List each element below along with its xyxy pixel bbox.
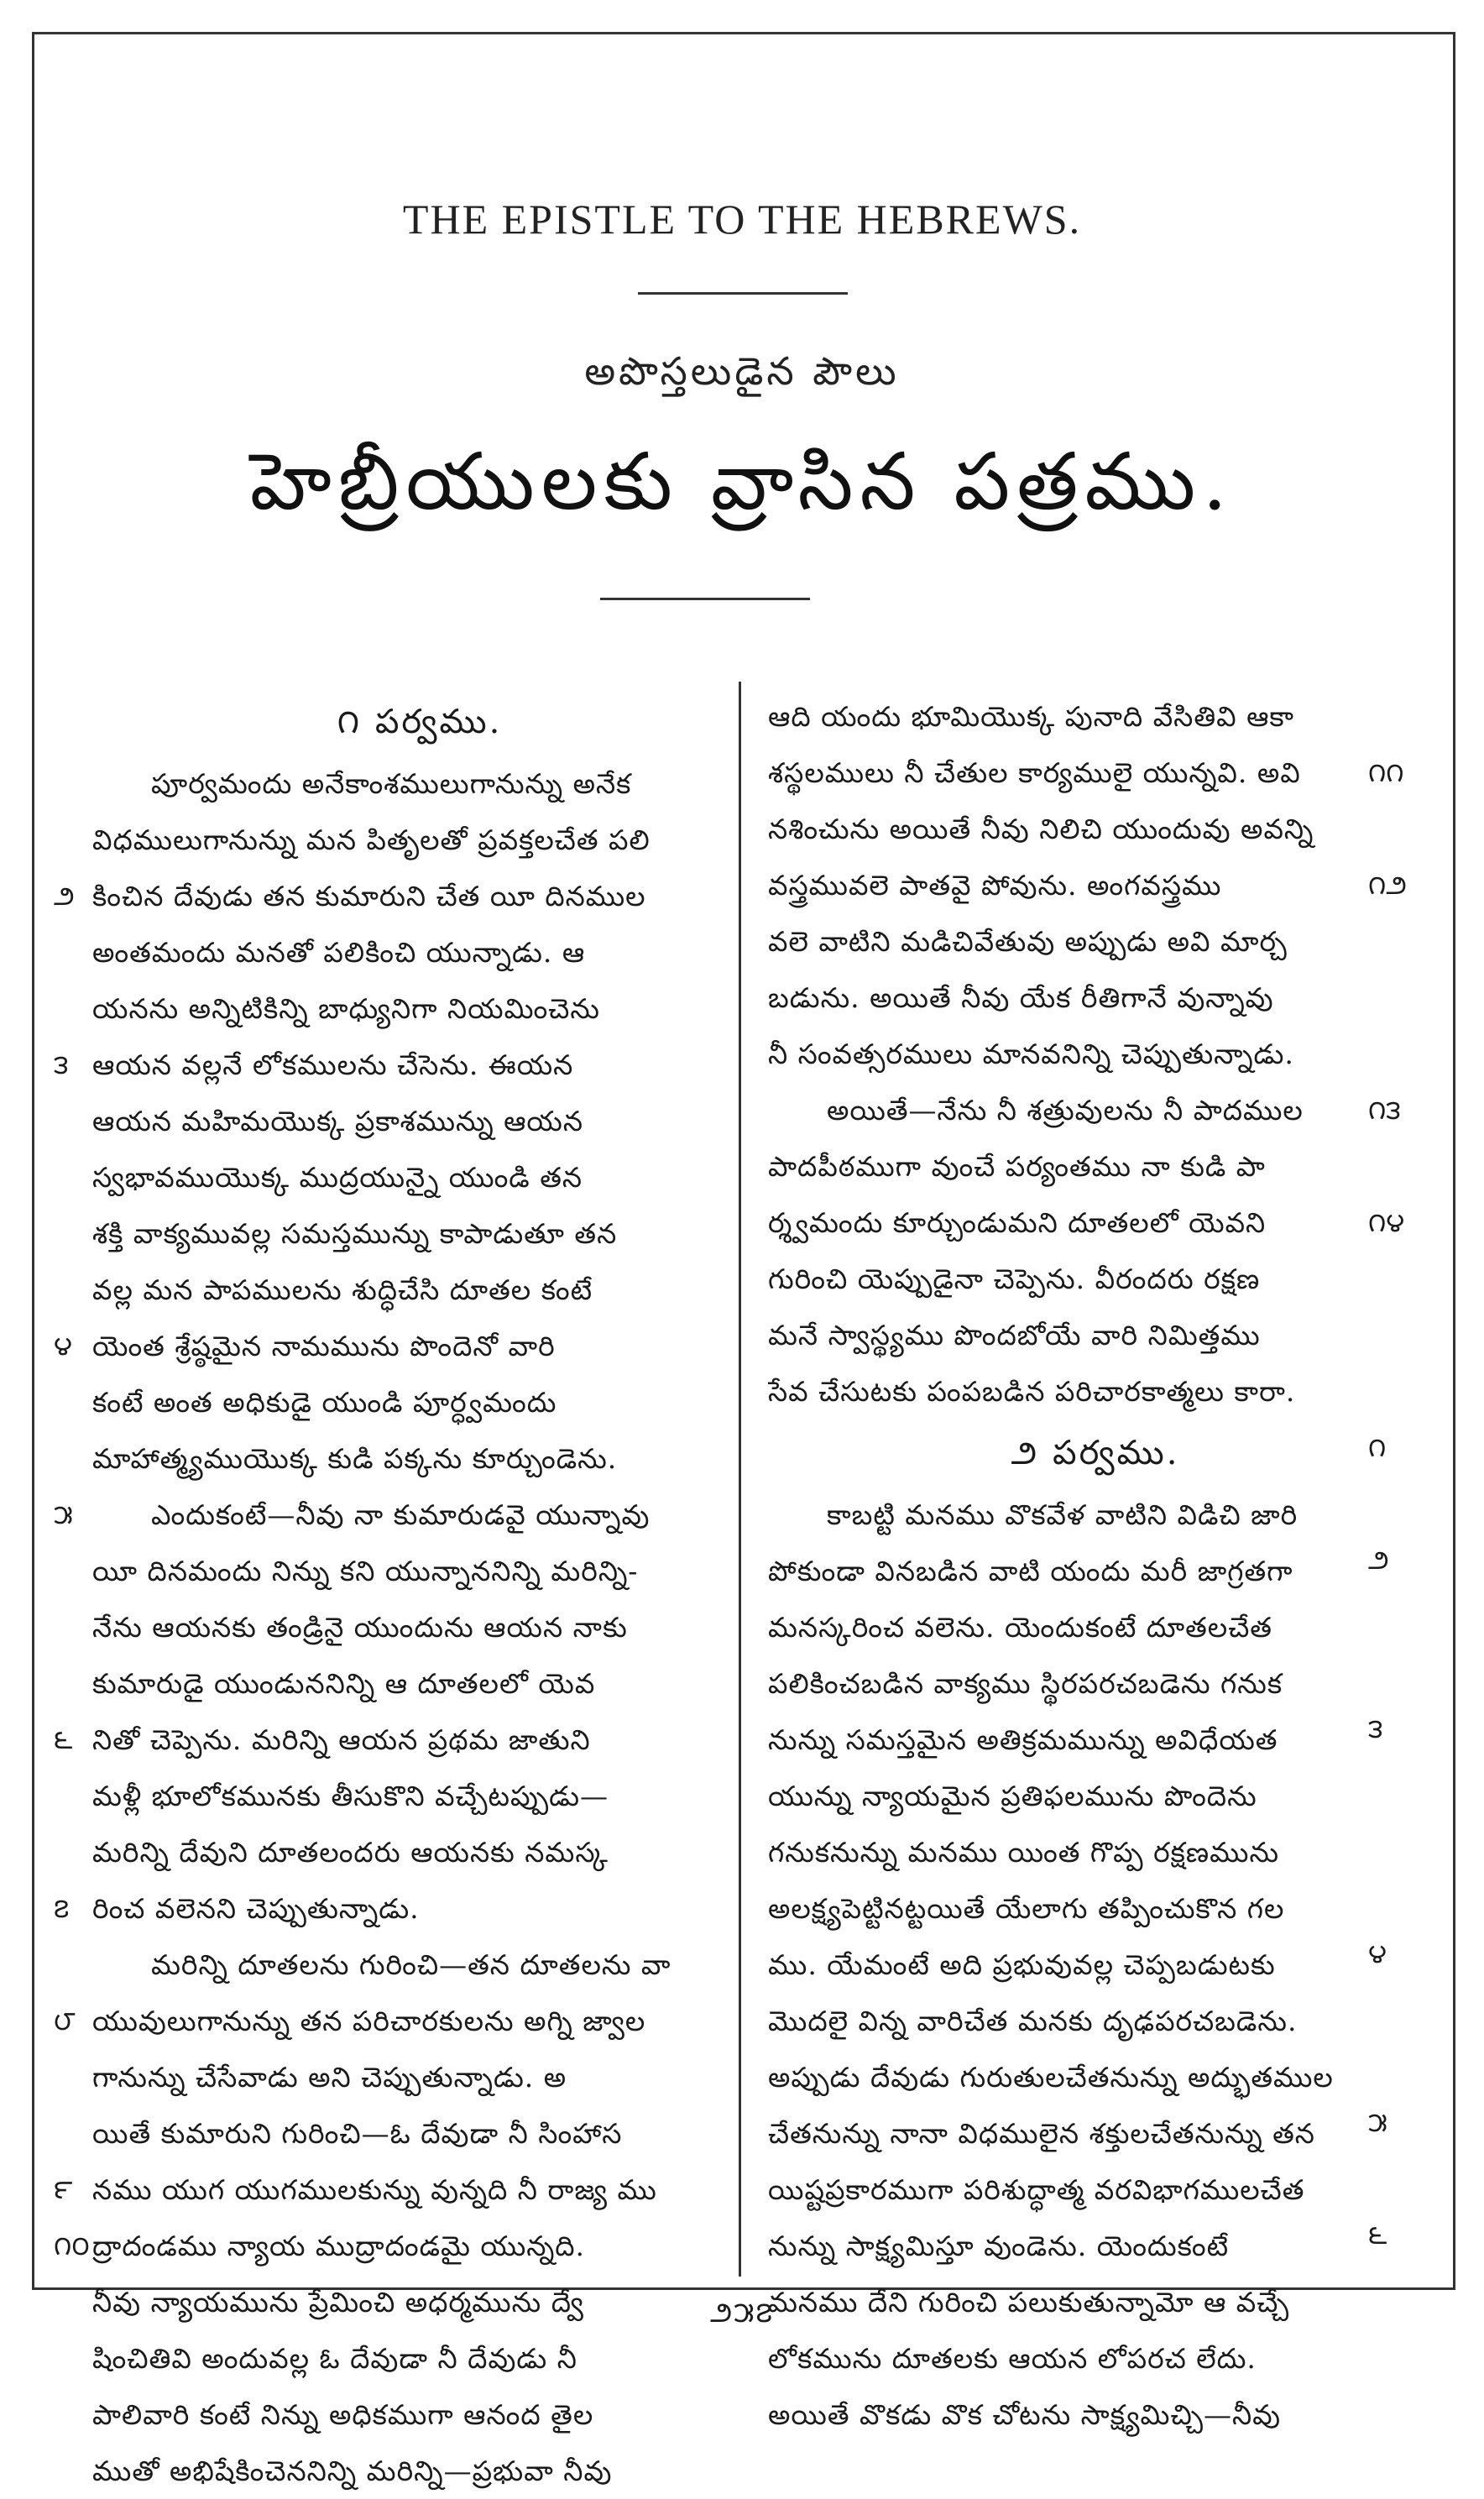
text-line: యున్ను న్యాయమైన ప్రతిఫలమును పొందెను: [768, 1780, 1257, 1812]
verse-number: ౩: [54, 1048, 69, 1080]
verse-number: ౪: [54, 1330, 72, 1362]
verse-number: ౫: [1368, 2106, 1387, 2138]
divider-rule-top: [638, 292, 848, 295]
verse-number: ౭: [54, 1892, 70, 1924]
text-line: నున్ను సమస్తమైన అతిక్రమమున్ను అవిధేయత: [768, 1723, 1278, 1756]
page-number: ౨౫౭: [710, 2296, 774, 2329]
text-line: యితే కుమారుని గురించి—ఓ దేవుడా నీ సింహాస: [92, 2117, 623, 2150]
column-divider: [739, 682, 741, 2277]
left-column: [92, 688, 747, 2499]
text-line: గనుకనున్ను మనము యింత గొప్ప రక్షణమును: [768, 1836, 1280, 1869]
text-line: పాలివారి కంటే నిన్ను అధికముగా ఆనంద తైల: [92, 2398, 594, 2431]
text-line: మరిన్ని దేవుని దూతలందరు ఆయనకు నమస్క: [92, 1836, 609, 1869]
verse-number: ౯: [54, 2173, 73, 2205]
text-line: గురించి యెప్పుడైనా చెప్పెను. వీరందరు రక్షణ: [768, 1263, 1261, 1295]
text-line: షించితివి అందువల్ల ఓ దేవుడా నీ దేవుడు నీ: [92, 2342, 577, 2375]
text-line: శక్తి వాక్యమువల్ల సమస్తమున్ను కాపాడుతూ తన: [92, 1217, 618, 1250]
verse-number: ౪: [1368, 1937, 1387, 1969]
chapter-heading-1: ౧ పర్వము.: [337, 703, 503, 741]
text-line: ఆయన మహిమయొక్క ప్రకాశమున్ను ఆయన: [92, 1105, 584, 1137]
text-line: శస్థలములు నీ చేతుల కార్యములై యున్నవి. అవి: [768, 756, 1301, 789]
verse-number: ౧౧: [1368, 756, 1404, 788]
verse-number: ౨: [54, 880, 75, 912]
text-line: యువులుగానున్ను తన పరిచారకులను అగ్ని జ్వాల: [92, 2005, 646, 2037]
text-line: విధములుగానున్ను మన పితృలతో ప్రవక్తలచేత పలి: [92, 823, 651, 856]
text-line: కించిన దేవుడు తన కుమారుని చేత యీ దినముల: [92, 880, 646, 912]
text-line: ర్శ్వమందు కూర్చుండుమని దూతలలో యెవని: [768, 1206, 1267, 1239]
text-line: పాదపీఠముగా వుంచే పర్యంతము నా కుడి పా: [768, 1150, 1266, 1183]
verse-number: ౧౨: [1368, 869, 1408, 901]
text-line: కుమారుడై యుండుననిన్ని ఆ దూతలలో యెవ: [92, 1667, 596, 1700]
text-line: మరిన్ని దూతలను గురించి—తన దూతలను వా: [151, 1948, 671, 1981]
text-line: యిష్టప్రకారముగా పరిశుద్ధాత్మ వరవిభాగములచేత: [768, 2173, 1305, 2206]
verse-number: ౧౦: [54, 2230, 90, 2261]
text-line: బడును. అయితే నీవు యేక రీతిగానే వున్నావు: [768, 981, 1274, 1014]
verse-number: ౬: [54, 1723, 73, 1755]
verse-number: ౧: [1368, 1431, 1387, 1463]
text-line: లోకమును దూతలకు ఆయన లోపరచ లేదు.: [768, 2342, 1257, 2375]
text-line: యీ దినమందు నిన్ను కని యున్నాననిన్ని మరిన్ని-: [92, 1555, 639, 1587]
divider-rule-bottom: [600, 598, 810, 600]
text-line: యనను అన్నిటికిన్ని బాధ్యునిగా నియమించెను: [92, 992, 600, 1025]
text-line: ము. యేమంటే అది ప్రభువువల్ల చెప్పబడుటకు: [768, 1948, 1276, 1981]
text-line: నము యుగ యుగములకున్ను వున్నది నీ రాజ్య ము: [92, 2173, 657, 2206]
verse-number: ౧౪: [1368, 1206, 1405, 1238]
english-title: THE EPISTLE TO THE HEBREWS.: [402, 196, 1082, 243]
text-line: నీ సంవత్సరములు మానవనిన్ని చెప్పుతున్నాడు.: [768, 1038, 1294, 1070]
right-column: [768, 688, 1423, 2443]
text-line: పోకుండా వినబడిన వాటి యందు మరీ జాగ్రతగా: [768, 1555, 1293, 1587]
text-line: పూర్వమందు అనేకాంశములుగానున్ను అనేక: [151, 767, 632, 800]
text-line: నున్ను సాక్ష్యమిస్తూ వుండెను. యెందుకంటే: [768, 2230, 1230, 2262]
telugu-subtitle: అపొస్తలుడైన పౌలు: [584, 348, 900, 394]
text-line: కాబట్టి మనము వొకవేళ వాటిని విడిచి జారి: [827, 1498, 1298, 1531]
verse-number: ౧౩: [1368, 1094, 1401, 1126]
telugu-main-title: హెబ్రీయులకు వ్రాసిన పత్రము.: [249, 437, 1235, 528]
text-line: నీవు న్యాయమును ప్రేమించి అధర్మమును ద్వే: [92, 2286, 584, 2319]
chapter-heading-2: ౨ పర్వము.: [1011, 1434, 1180, 1472]
text-line: అలక్ష్యపెట్టినట్టయితే యేలాగు తప్పించుకొన గల: [768, 1892, 1285, 1925]
text-line: మనస్కరించ వలెను. యెందుకంటే దూతలచేత: [768, 1611, 1272, 1644]
text-line: నేను ఆయనకు తండ్రినై యుందును ఆయన నాకు: [92, 1611, 628, 1644]
text-line: ఆయన వల్లనే లోకములను చేసెను. ఈయన: [92, 1048, 574, 1081]
text-line: అంతమందు మనతో పలికించి యున్నాడు. ఆ: [92, 936, 586, 969]
text-line: స్వభావముయొక్క ముద్రయున్నై యుండి తన: [92, 1161, 583, 1194]
text-line: వల్ల మన పాపములను శుద్ధిచేసి దూతల కంటే: [92, 1273, 593, 1306]
text-line: మాహాత్మ్యముయొక్క కుడి పక్కను కూర్చుండెను.: [92, 1442, 618, 1475]
text-line: పలికించబడిన వాక్యము స్థిరపరచబడెను గనుక: [768, 1667, 1283, 1700]
text-line: ముతో అభిషేకించెననిన్ని మరిన్ని—ప్రభువా నీవు: [92, 2455, 613, 2487]
verse-number: ౬: [1368, 2219, 1387, 2251]
text-line: ద్రాదండము న్యాయ ముద్రాదండమై యున్నది.: [92, 2230, 586, 2262]
text-line: అయితే—నేను నీ శత్రువులను నీ పాదముల: [827, 1094, 1304, 1127]
text-line: మనే స్వాస్థ్యము పొందబోయే వారి నిమిత్తము: [768, 1319, 1261, 1351]
text-line: యెంత శ్రేష్ఠమైన నామమును పొందెనో వారి: [92, 1330, 556, 1362]
verse-number: ౩: [1368, 1712, 1383, 1744]
text-line: మొదలై విన్న వారిచేత మనకు దృఢపరచబడెను.: [768, 2005, 1298, 2037]
text-line: చేతనున్ను నానా విధములైన శక్తులచేతనున్ను తన: [768, 2117, 1315, 2150]
text-line: మళ్లీ భూలోకమునకు తీసుకొని వచ్చేటప్పుడు—: [92, 1780, 609, 1812]
text-line: ఎందుకంటే—నీవు నా కుమారుడవై యున్నావు: [151, 1498, 651, 1531]
text-line: సేవ చేసుటకు పంపబడిన పరిచారకాత్మలు కారా.: [768, 1375, 1296, 1408]
text-line: గానున్ను చేసేవాడు అని చెప్పుతున్నాడు. అ: [92, 2061, 567, 2094]
text-line: అప్పుడు దేవుడు గురుతులచేతనున్ను అద్భుతముల: [768, 2061, 1334, 2094]
text-line: రించ వలెనని చెప్పుతున్నాడు.: [92, 1892, 420, 1925]
text-line: వలె వాటిని మడిచివేతువు అప్పుడు అవి మార్చ: [768, 925, 1288, 958]
verse-number: ౮: [54, 2005, 76, 2036]
text-line: నితో చెప్పెను. మరిన్ని ఆయన ప్రథమ జాతుని: [92, 1723, 591, 1756]
text-line: కంటే అంత అధికుడై యుండి పూర్ధ్వమందు: [92, 1386, 557, 1419]
verse-number: ౨: [1368, 1544, 1389, 1576]
text-line: వస్త్రమువలె పాతవై పోవును. అంగవస్త్రము: [768, 869, 1222, 902]
text-line: అయితే వొకడు వొక చోటను సాక్ష్యమిచ్చి—నీవు: [768, 2398, 1282, 2431]
text-line: ఆది యందు భూమియొక్క పునాది వేసితివి ఆకా: [768, 700, 1295, 733]
verse-number: ౫: [54, 1498, 73, 1530]
text-line: మనము దేని గురించి పలుకుతున్నామో ఆ వచ్చే: [768, 2286, 1290, 2319]
text-line: నశించును అయితే నీవు నిలిచి యుందువు అవన్ని: [768, 813, 1314, 845]
